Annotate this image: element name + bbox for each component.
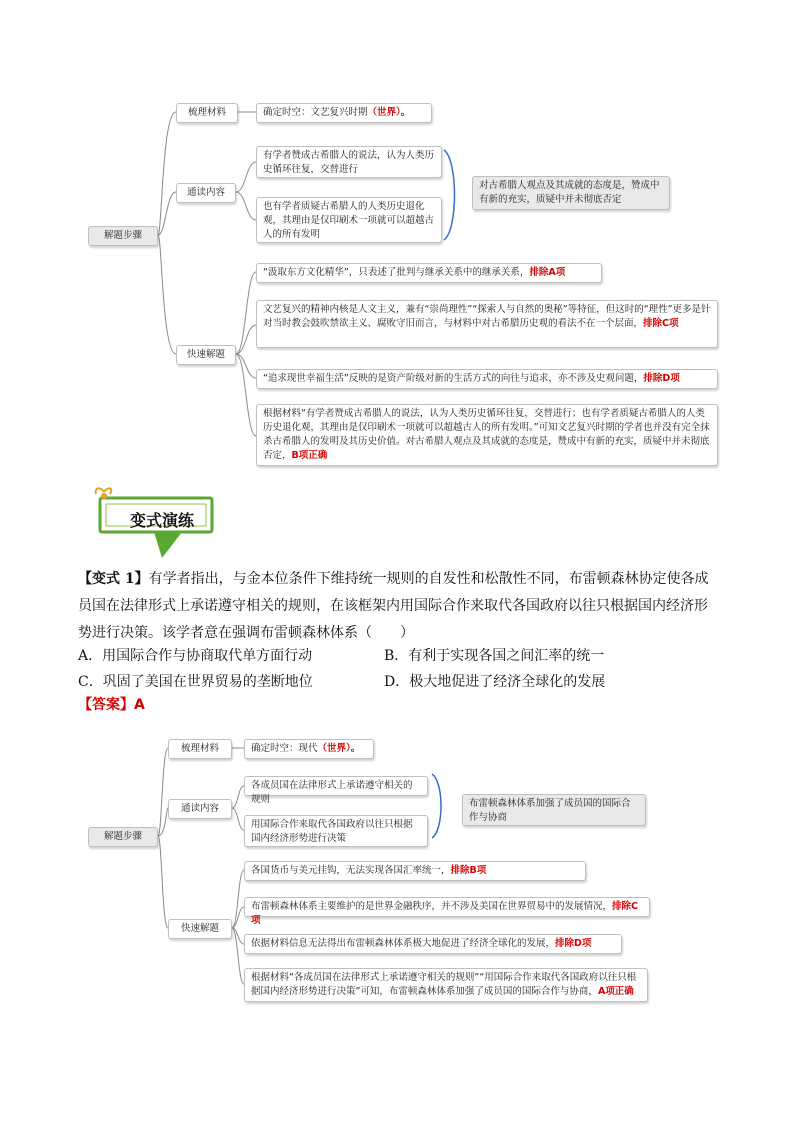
mm1-solve-leaf-1	[256, 263, 602, 283]
mm2-root: 解题步骤	[88, 827, 158, 847]
mm2-solve-4-text: 根据材料“各成员国在法律形式上承诺遵守相关的规则”“用国际合作来取代各国政府以往只根据国内经济形势进行决策”可知，布雷顿森林体系加强了成员国的国际合作与协商，	[251, 972, 637, 997]
mm1-solve-3-red: 排除D项	[643, 373, 680, 384]
mm2-branch-sort-leaf	[244, 739, 374, 759]
mm2-branch-solve: 快速解题	[168, 919, 232, 939]
answer-label: 【答案】A	[78, 697, 145, 713]
mm1-read-leaf-1: 有学者赞成古希腊人的说法，认为人类历史循环往复，交替进行	[256, 146, 442, 178]
mm1-solve-1-text: “汲取东方文化精华”，只表述了批判与继承关系中的继承关系，	[263, 267, 530, 278]
question-label: 【变式 1】	[78, 571, 149, 587]
mm2-time-red: （世界）。	[317, 743, 361, 754]
mm1-branch-read: 通读内容	[176, 183, 236, 203]
mm2-read-leaf-1: 各成员国在法律形式上承诺遵守相关的规则	[244, 776, 428, 796]
mm2-read-summary: 布雷顿森林体系加强了成员国的国际合作与协商	[462, 794, 646, 826]
mm2-read-leaf-2: 用国际合作来取代各国政府以往只根据国内经济形势进行决策	[244, 815, 428, 847]
option-a: A．用国际合作与协商取代单方面行动	[78, 648, 313, 664]
mm1-read-leaf-2: 也有学者质疑古希腊人的人类历史退化观，其理由是仅印刷术一项就可以超越古人的所有发明	[256, 197, 442, 243]
mm1-solve-3-text: “追求现世幸福生活”反映的是资产阶级对新的生活方式的向往与追求，亦不涉及史观问题，	[263, 373, 644, 384]
option-c: C．巩固了美国在世界贸易的垄断地位	[78, 674, 313, 690]
mm2-branch-sort: 梳理材料	[168, 739, 232, 759]
mm1-solve-2-text: 文艺复兴的精神内核是人文主义，兼有“崇尚理性”“探索人与自然的奥秘”等特征，但这时的“理性”更多是针对当时教会鼓吹禁欲主义、腐败守旧而言，与材料中对古希腊历史观的看法不在一个层面，	[263, 304, 711, 329]
mm2-solve-leaf-1	[244, 861, 586, 881]
mm1-solve-4-text: 根据材料“有学者赞成古希腊人的说法，认为人类历史循环往复，交替进行；也有学者质疑古希腊人的人类历史退化观，其理由是仅印刷术一项就可以超越古人的所有发明。”可知文艺复兴时期的学者也并没有完全抹杀古希腊人的发明及其历史价值。对古希腊人观点及其成就的态度是，赞成中有新的充实，质疑中并未彻底否定，	[263, 408, 710, 461]
question-body: 有学者指出，与金本位条件下维持统一规则的自发性和松散性不同，布雷顿森林协定使各成员国在法律形式上承诺遵守相关的规则，在该框架内用国际合作来取代各国政府以往只根据国内经济形势进行决策。该学者意在强调布雷顿森林体系（ ）	[78, 571, 709, 641]
mm2-solve-1-red: 排除B项	[450, 865, 487, 876]
mm2-solve-leaf-3	[244, 934, 622, 954]
mm1-solve-1-red: 排除A项	[529, 267, 566, 278]
mm2-solve-2-text: 布雷顿森林体系主要维护的是世界金融秩序，并不涉及美国在世界贸易中的发展情况，	[251, 901, 613, 912]
mm1-time-red: （世界）。	[367, 107, 411, 118]
mm1-branch-solve: 快速解题	[176, 345, 236, 365]
mm1-solve-4-red: B项正确	[291, 450, 328, 461]
mm2-solve-3-text: 依据材料信息无法得出布雷顿森林体系极大地促进了经济全球化的发展，	[251, 938, 556, 949]
mm1-time-text: 确定时空：文艺复兴时期	[263, 107, 368, 118]
mm1-root: 解题步骤	[88, 226, 158, 246]
mm2-solve-leaf-2	[244, 897, 650, 926]
mm1-branch-sort: 梳理材料	[176, 103, 238, 123]
option-b: B．有利于实现各国之间汇率的统一	[384, 648, 605, 664]
mm2-solve-leaf-4	[244, 968, 648, 1002]
option-d: D．极大地促进了经济全球化的发展	[384, 674, 606, 690]
mm1-read-summary: 对古希腊人观点及其成就的态度是，赞成中有新的充实，质疑中并未彻底否定	[472, 176, 670, 210]
mm2-solve-1-text: 各国货币与美元挂钩，无法实现各国汇率统一，	[251, 865, 451, 876]
question-text	[78, 566, 718, 647]
mm2-branch-read: 通读内容	[168, 799, 232, 819]
mm2-solve-4-red: A项正确	[597, 986, 634, 997]
mm1-branch-sort-leaf	[256, 103, 432, 123]
mm1-solve-leaf-2	[256, 300, 718, 348]
mm2-solve-3-red: 排除D项	[555, 938, 592, 949]
mm2-time-text: 确定时空：现代	[251, 743, 318, 754]
mm1-solve-leaf-3	[256, 369, 718, 389]
mm2-solve-2-red: 排除C项	[251, 901, 638, 926]
mm1-solve-2-red: 排除C项	[643, 318, 679, 329]
mm1-solve-leaf-4	[256, 404, 718, 466]
banner-title: 变式演练	[129, 511, 194, 530]
